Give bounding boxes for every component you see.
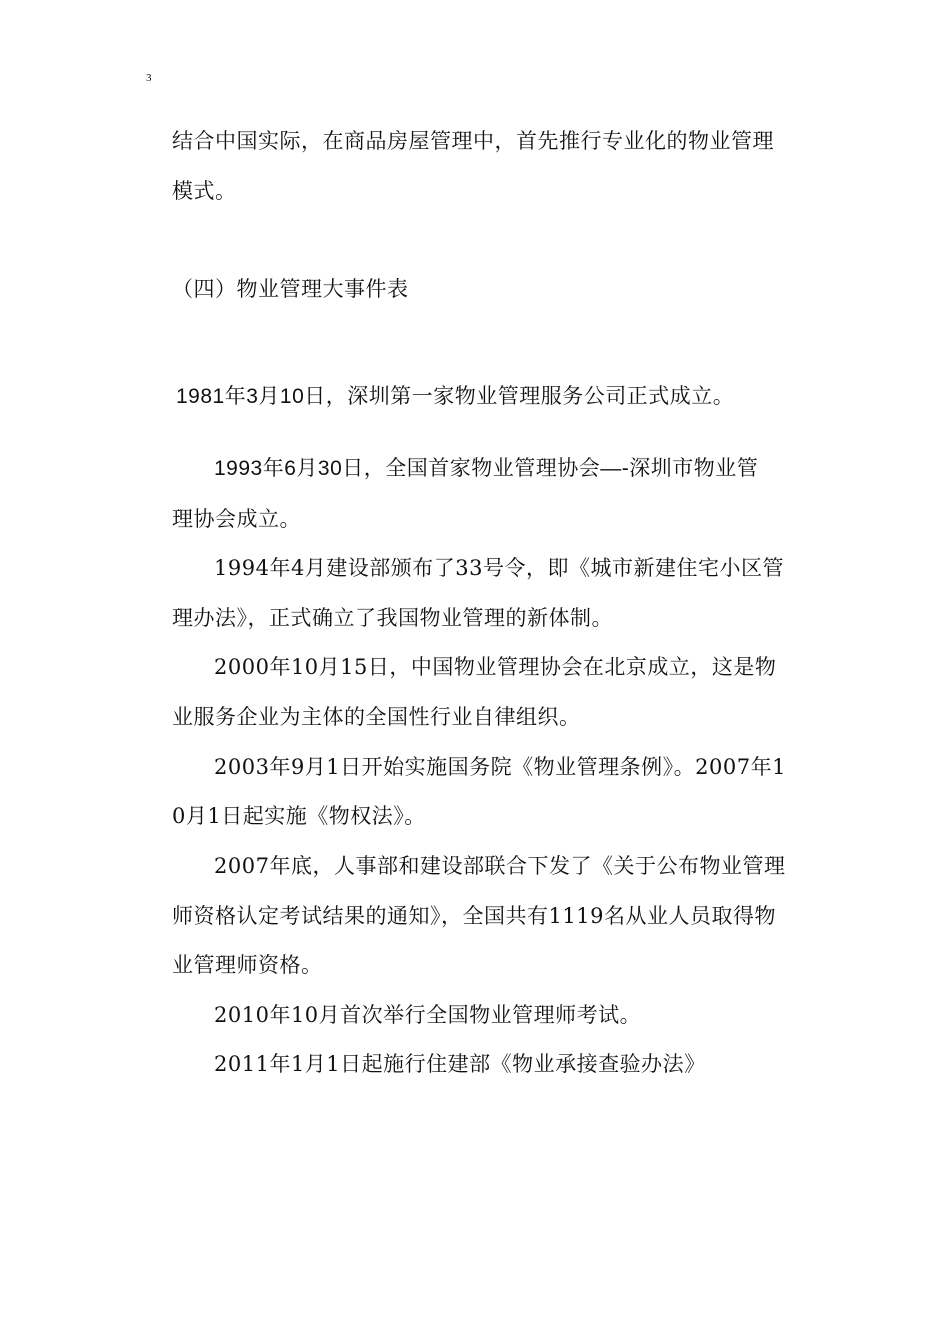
event-line: 业管理师资格。 [172,953,323,977]
event-line: 2011年1月1日起施行住建部《物业承接查验办法》 [214,1052,706,1076]
event-line: 2003年9月1日开始实施国务院《物业管理条例》。2007年1 [214,755,786,779]
page-number: 3 [146,72,152,84]
event-line: 2000年10月15日，中国物业管理协会在北京成立，这是物 [214,655,777,679]
intro-line: 模式。 [172,179,237,203]
event-line: 师资格认定考试结果的通知》，全国共有1119名从业人员取得物 [172,904,776,928]
event-line: 1994年4月建设部颁布了33号令，即《城市新建住宅小区管 [214,556,785,580]
event-line: 0月1日起实施《物权法》。 [172,804,426,828]
event-line: 理办法》，正式确立了我国物业管理的新体制。 [172,606,613,630]
intro-line: 结合中国实际，在商品房屋管理中，首先推行专业化的物业管理 [172,129,774,153]
event-line: 业服务企业为主体的全国性行业自律组织。 [172,705,581,729]
event-line: 理协会成立。 [172,507,301,531]
event-line: 2007年底，人事部和建设部联合下发了《关于公布物业管理 [214,854,786,878]
event-line: 1981年3月10日，深圳第一家物业管理服务公司正式成立。 [176,385,735,408]
event-line: 2010年10月首次举行全国物业管理师考试。 [214,1003,642,1027]
event-line: 1993年6月30日，全国首家物业管理协会—-深圳市物业管 [214,457,759,480]
section-heading: （四）物业管理大事件表 [172,277,409,301]
